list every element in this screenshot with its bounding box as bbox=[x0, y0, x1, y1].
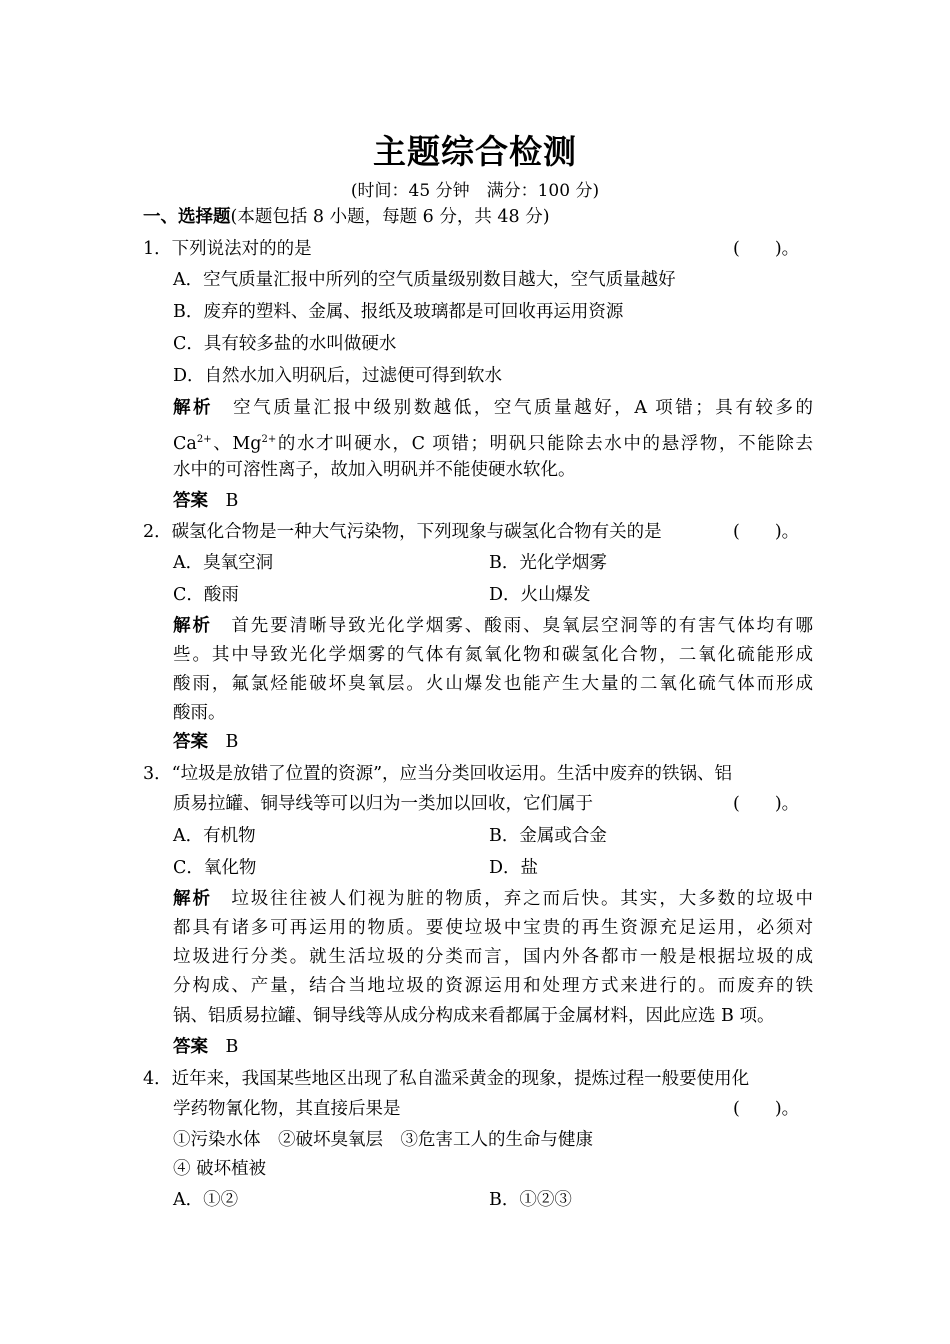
section-note: (本题包括 8 小题，每题 6 分，共 48 分) bbox=[230, 207, 550, 227]
question-1-stem: 1．下列说法对的的是 bbox=[143, 239, 312, 259]
question-2-explanation-line-3: 酸雨，氟氯烃能破坏臭氧层。火山爆发也能产生大量的二氧化硫气体而形成 bbox=[173, 674, 813, 694]
question-1-explanation-line-1: 解析 空气质量汇报中级别数越低，空气质量越好，A 项错；具有较多的 bbox=[173, 398, 814, 418]
question-3-explanation-line-3: 垃圾进行分类。就生活垃圾的分类而言，国内外各都市一般是根据垃圾的成 bbox=[173, 947, 813, 967]
answer-bracket: ( )。 bbox=[733, 794, 800, 814]
question-number: 1． bbox=[143, 239, 172, 259]
ion-ca: $Ca^{2+}$ bbox=[173, 434, 212, 454]
question-1-option-c: C．具有较多盐的水叫做硬水 bbox=[173, 334, 397, 354]
question-1-option-a: A．空气质量汇报中所列的空气质量级别数目越大，空气质量越好 bbox=[173, 270, 676, 290]
question-2-answer bbox=[173, 730, 238, 754]
question-1-explanation-line-3: 水中的可溶性离子，故加入明矾并不能使硬水软化。 bbox=[173, 460, 576, 480]
question-2-option-d: D．火山爆发 bbox=[489, 585, 591, 605]
question-3-explanation-line-4: 分构成、产量，结合当地垃圾的资源运用和处理方式来进行的。而废弃的铁 bbox=[173, 976, 813, 996]
question-3-option-c: C．氧化物 bbox=[173, 858, 257, 878]
question-3-stem-line-2: 质易拉罐、铜导线等可以归为一类加以回收，它们属于 bbox=[173, 794, 593, 814]
question-4-stem-line-1: 4．近年来，我国某些地区出现了私自滥采黄金的现象，提炼过程一般要使用化 bbox=[143, 1069, 750, 1089]
question-1-answer bbox=[173, 489, 238, 513]
page-title: 主题综合检测 bbox=[373, 132, 577, 171]
answer-bracket: ( )。 bbox=[733, 1099, 800, 1119]
question-2-explanation-line-4: 酸雨。 bbox=[173, 703, 226, 723]
question-number: 2． bbox=[143, 522, 172, 542]
question-2-option-b: B．光化学烟雾 bbox=[489, 553, 607, 573]
explanation-label: 解析 bbox=[173, 616, 212, 636]
question-3-explanation-line-2: 都具有诸多可再运用的物质。要使垃圾中宝贵的再生资源充足运用，必须对 bbox=[173, 918, 813, 938]
question-number: 4． bbox=[143, 1069, 172, 1089]
answer-value: B bbox=[225, 732, 239, 752]
question-1-explanation-line-2: $Ca^{2+}$、$Mg^{2+}$的水才叫硬水，C 项错；明矾只能除去水中的悬浮物，不能除去 bbox=[173, 434, 814, 454]
page-subtitle: (时间：45 分钟 满分：100 分) bbox=[350, 181, 600, 201]
question-3-option-a: A．有机物 bbox=[173, 826, 256, 846]
question-2-stem: 2．碳氢化合物是一种大气污染物，下列现象与碳氢化合物有关的是 bbox=[143, 522, 662, 542]
section-heading bbox=[143, 205, 550, 229]
answer-value: B bbox=[225, 491, 239, 511]
answer-label: 答案 bbox=[173, 491, 208, 511]
question-1-option-b: B．废弃的塑料、金属、报纸及玻璃都是可回收再运用资源 bbox=[173, 302, 624, 322]
explanation-label: 解析 bbox=[173, 889, 212, 909]
question-3-answer bbox=[173, 1035, 238, 1059]
question-1-option-d: D．自然水加入明矾后，过滤便可得到软水 bbox=[173, 366, 503, 386]
answer-bracket: ( )。 bbox=[733, 239, 800, 259]
ion-mg: $Mg^{2+}$ bbox=[232, 434, 277, 454]
question-number: 3． bbox=[143, 764, 172, 784]
answer-label: 答案 bbox=[173, 732, 208, 752]
question-4-option-a: A．①② bbox=[173, 1190, 239, 1210]
question-4-item-line-2: ④ 破坏植被 bbox=[173, 1159, 267, 1179]
question-4-option-b: B．①②③ bbox=[489, 1190, 572, 1210]
section-label: 一、选择题 bbox=[143, 207, 231, 227]
question-4-item-line-1: ①污染水体 ②破坏臭氧层 ③危害工人的生命与健康 bbox=[173, 1130, 593, 1150]
question-3-explanation-line-5: 锅、铝质易拉罐、铜导线等从成分构成来看都属于金属材料，因此应选 B 项。 bbox=[173, 1006, 775, 1026]
question-4-stem-line-2: 学药物氰化物，其直接后果是 bbox=[173, 1099, 401, 1119]
question-3-explanation-line-1: 解析 垃圾往往被人们视为脏的物质，弃之而后快。其实，大多数的垃圾中 bbox=[173, 889, 813, 909]
question-2-option-a: A．臭氧空洞 bbox=[173, 553, 274, 573]
question-3-stem-line-1: 3．“垃圾是放错了位置的资源”，应当分类回收运用。生活中废弃的铁锅、铝 bbox=[143, 764, 733, 784]
question-2-option-c: C．酸雨 bbox=[173, 585, 239, 605]
answer-bracket: ( )。 bbox=[733, 522, 800, 542]
answer-label: 答案 bbox=[173, 1037, 208, 1057]
answer-value: B bbox=[225, 1037, 239, 1057]
question-2-explanation-line-1: 解析 首先要清晰导致光化学烟雾、酸雨、臭氧层空洞等的有害气体均有哪 bbox=[173, 616, 813, 636]
question-3-option-d: D．盐 bbox=[489, 858, 539, 878]
question-3-option-b: B．金属或合金 bbox=[489, 826, 607, 846]
question-2-explanation-line-2: 些。其中导致光化学烟雾的气体有氮氧化物和碳氢化合物，二氧化硫能形成 bbox=[173, 645, 813, 665]
explanation-label: 解析 bbox=[173, 398, 214, 418]
